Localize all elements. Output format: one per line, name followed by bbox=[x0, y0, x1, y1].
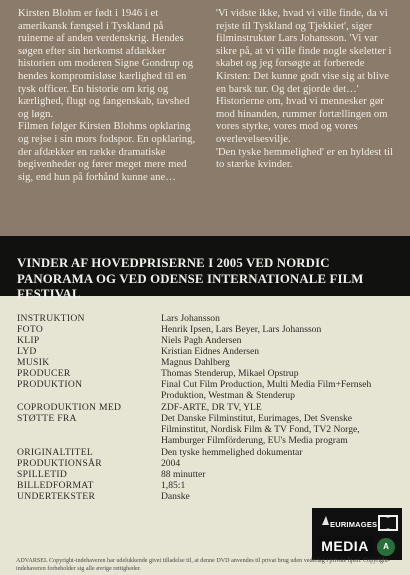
credit-role: FOTO bbox=[17, 324, 44, 335]
synopsis-right-column bbox=[216, 8, 398, 172]
credit-role: ORIGINALTITEL bbox=[17, 447, 94, 458]
credit-role: PRODUCER bbox=[17, 368, 71, 379]
copyright-warning: ADVARSEL Copyright-indehaveren har udelukkende givet tilladelse til, at denne DVD anvendes til privat brug uden vederlag i private hjem. Copyright-indehaveren forbeholder sig alle øvrige rettigheder. bbox=[16, 558, 390, 572]
credit-role: KLIP bbox=[17, 335, 40, 346]
credit-name: ZDF-ARTE, DR TV, YLE bbox=[161, 402, 262, 413]
synopsis-paragraph: Kirsten Blohm er født i 1946 i et amerikansk fængsel i Tyskland på ruinerne af anden verdenskrig. Hendes søgen efter sin herkomst afdækker historien om moderen Signe Gondrup og hendes kompromisløse kærlighed til en tysk officer. En historie om krig og kærlighed, flugt og fangenskab, tavshed og løgn. bbox=[18, 8, 194, 120]
credit-role: STØTTE FRA bbox=[17, 413, 77, 424]
synopsis-paragraph: Filmen følger Kirsten Blohms opklaring og rejse i sin mors fodspor. En opklaring, der afdækker en række dramatiske begivenheder og fører meget mere med sig, end hun på forhånd kunne ane… bbox=[18, 121, 196, 183]
media-logo: MEDIA bbox=[316, 536, 374, 556]
award-banner-text: VINDER AF HOVEDPRISERNE I 2005 VED NORDIC PANORAMA OG VED ODENSE INTERNATIONALE FILM FESTIVAL bbox=[17, 256, 364, 302]
credit-role: UNDERTEKSTER bbox=[17, 491, 96, 502]
credit-name: Final Cut Film Production, Multi Media Film+Fernseh Produktion, Westman & Stenderup bbox=[161, 379, 372, 401]
synopsis-paragraph: Historierne om, hvad vi mennesker gør mod hinanden, rummer fortællingen om vores styrke, vores mod og vores overlevelsesvilje. bbox=[216, 96, 388, 145]
credit-name: Magnus Dahlberg bbox=[161, 357, 230, 368]
synopsis-left-column bbox=[18, 8, 201, 184]
dvd-logo bbox=[377, 513, 399, 533]
credit-role: PRODUKTIONSÅR bbox=[17, 458, 102, 469]
credit-name: 2004 bbox=[161, 458, 181, 469]
eurimages-logo bbox=[320, 513, 378, 533]
eurimages-mark-icon bbox=[320, 513, 378, 533]
credit-role: MUSIK bbox=[17, 357, 50, 368]
quote-paragraph: 'Vi vidste ikke, hvad vi ville finde, da vi rejste til Tyskland og Tjekkiet', siger filminstruktør Lars Johansson. 'Vi var sikre på, at vi ville finde nogle skeletter i skabet og jeg forsøgte at forberede Kirsten: Det kunne godt vise sig at blive en barsk tur. Og det gjorde det…' bbox=[216, 8, 392, 95]
credit-role: PRODUKTION bbox=[17, 379, 83, 390]
credit-name: Lars Johansson bbox=[161, 313, 220, 324]
credit-role: BILLEDFORMAT bbox=[17, 480, 94, 491]
credit-name: Kristian Eidnes Andersen bbox=[161, 346, 260, 357]
credit-name: Henrik Ipsen, Lars Beyer, Lars Johansson bbox=[161, 324, 322, 335]
credit-name: Danske bbox=[161, 491, 190, 502]
credit-name: Thomas Stenderup, Mikael Opstrup bbox=[161, 368, 299, 379]
eurimages-label: EURIMAGES bbox=[330, 520, 378, 529]
dolby-icon bbox=[377, 513, 399, 533]
age-rating-badge: A bbox=[377, 538, 395, 556]
credit-role: COPRODUKTION MED bbox=[17, 402, 122, 413]
credit-name: Det Danske Filminstitut, Eurimages, Det Svenske Filminstitut, Nordisk Film & TV Fond, TV2 Norge, Hamburger Filmförderung, EU's Media program bbox=[161, 413, 360, 446]
credit-role: SPILLETID bbox=[17, 469, 68, 480]
synopsis-panel bbox=[0, 0, 410, 236]
credit-name: 88 minutter bbox=[161, 469, 206, 480]
credit-name: 1,85:1 bbox=[161, 480, 186, 491]
credit-name: Niels Pagh Andersen bbox=[161, 335, 242, 346]
credit-role: LYD bbox=[17, 346, 37, 357]
synopsis-paragraph: 'Den tyske hemmelighed' er en hyldest til to stærke kvinder. bbox=[216, 146, 394, 171]
credit-role: INSTRUKTION bbox=[17, 313, 85, 324]
credit-name: Den tyske hemmelighed dokumentar bbox=[161, 447, 303, 458]
